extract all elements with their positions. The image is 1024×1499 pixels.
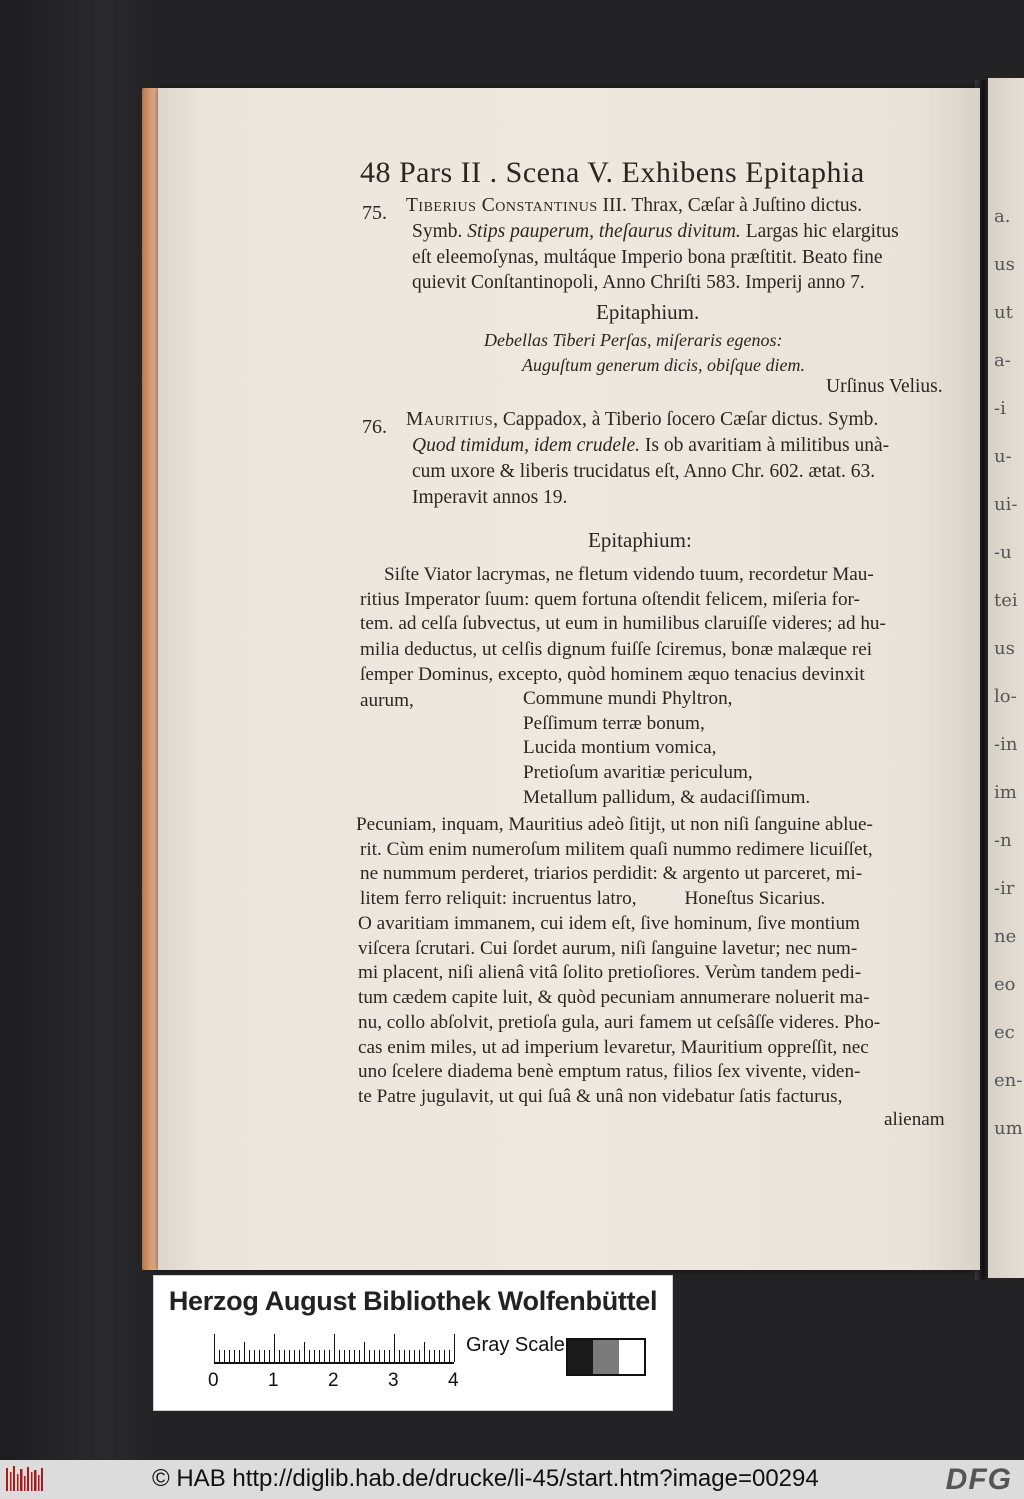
epitaph-title: Epitaphium. xyxy=(596,300,700,324)
ruler-tick xyxy=(359,1350,360,1362)
body-line: mi placent, niſi alienâ vitâ ſolito pretioſiores. Verùm tandem pedi- xyxy=(358,962,862,983)
ruler-tick xyxy=(414,1350,415,1362)
ruler-tick xyxy=(239,1350,240,1362)
next-page-fragment: tei xyxy=(994,590,1018,611)
ruler-tick xyxy=(344,1350,345,1362)
ruler-tick xyxy=(379,1350,380,1362)
next-page-fragment: -i xyxy=(994,398,1006,419)
entry-name: Mauritius xyxy=(406,409,494,430)
ruler-tick xyxy=(324,1350,325,1362)
entry-line xyxy=(412,434,889,458)
ruler-tick xyxy=(349,1350,350,1362)
body-line: aurum, xyxy=(360,690,414,711)
body-line: O avaritiam immanem, cui idem eſt, ſive hominum, ſive montium xyxy=(358,913,860,934)
ruler-tick xyxy=(364,1342,365,1362)
ruler-tick xyxy=(399,1350,400,1362)
library-card xyxy=(153,1275,673,1411)
footer-bar xyxy=(0,1460,1024,1499)
entry-text: III. Thrax, Cæſar à Juſtino dictus. xyxy=(597,195,863,216)
body-line: te Patre jugulavit, ut qui ſuâ & unâ non videbatur ſatis facturus, xyxy=(358,1086,843,1107)
ruler-tick xyxy=(234,1350,235,1362)
next-page-fragment: -ir xyxy=(994,878,1015,899)
body-line: rit. Cùm enim numeroſum militem quaſi nummo redimere licuiſſet, xyxy=(360,839,873,860)
copyright-url[interactable]: © HAB http://diglib.hab.de/drucke/li-45/start.htm?image=00294 xyxy=(152,1465,819,1492)
list-text: Commune mundi Phyltron, xyxy=(523,688,733,709)
entry-line xyxy=(406,194,862,218)
ruler-tick xyxy=(309,1350,310,1362)
ruler-tick xyxy=(289,1350,290,1362)
next-page-fragment: us xyxy=(994,254,1015,275)
ruler-tick xyxy=(319,1350,320,1362)
verse-line: Auguſtum generum dicis, obiſque diem. xyxy=(522,355,805,375)
ruler-tick xyxy=(274,1334,275,1362)
ruler-tick xyxy=(284,1350,285,1362)
entry-line: Imperavit annos 19. xyxy=(412,487,568,508)
symbol-text: Quod timidum, idem crudele. xyxy=(412,435,641,456)
body-line: ne nummum perderet, triarios perdidit: & argento ut parceret, mi- xyxy=(360,863,863,884)
swatch-white xyxy=(619,1340,644,1374)
entry-line: eſt eleemoſynas, multáque Imperio bona præſtitit. Beato fine xyxy=(412,247,883,268)
ruler-tick xyxy=(454,1334,455,1362)
ruler-tick xyxy=(354,1350,355,1362)
ruler-tick xyxy=(244,1342,245,1362)
body-line: nu, collo abſolvit, pretioſa gula, auri famem ut ceſsâſſe videres. Pho- xyxy=(358,1012,881,1033)
body-line: ritius Imperator ſuum: quem fortuna oſtendit felicem, miſeria for- xyxy=(360,589,860,610)
gray-scale-swatches xyxy=(566,1338,646,1376)
next-page-fragment: us xyxy=(994,638,1015,659)
ruler-label: 3 xyxy=(388,1370,399,1391)
ruler-tick xyxy=(229,1350,230,1362)
entry-line: cum uxore & liberis trucidatus eſt, Anno Chr. 602. ætat. 63. xyxy=(412,461,876,482)
ruler-tick xyxy=(314,1350,315,1362)
ruler-tick xyxy=(214,1334,215,1362)
ruler-tick xyxy=(264,1350,265,1362)
next-page-strip xyxy=(988,78,1024,1278)
entry-line xyxy=(412,220,899,244)
body-line: tem. ad celſa ſubvectus, ut eum in humilibus claruiſſe videres; ad hu- xyxy=(360,613,886,634)
swatch-black xyxy=(568,1340,593,1374)
ruler-tick xyxy=(439,1350,440,1362)
verse-line: Debellas Tiberi Perſas, miſeraris egenos: xyxy=(484,330,783,350)
body-line: Pecuniam, inquam, Mauritius adeò ſitijt, ut non niſi ſanguine ablue- xyxy=(356,814,873,835)
body-line: cas enim miles, ut ad imperium levaretur, Mauritium oppreſſit, nec xyxy=(358,1037,869,1058)
ruler-tick xyxy=(304,1342,305,1362)
scale-ruler xyxy=(214,1332,454,1364)
swatch-gray xyxy=(593,1340,618,1374)
ruler-label: 0 xyxy=(208,1370,219,1391)
next-page-fragment: en- xyxy=(994,1070,1023,1091)
body-line: litem ferro reliquit: incruentus latro, Honeſtus Sicarius. xyxy=(360,888,826,909)
ruler-tick xyxy=(434,1350,435,1362)
next-page-fragment: um xyxy=(994,1118,1023,1139)
entry-line: quievit Conſtantinopoli, Anno Chriſti 583. Imperij anno 7. xyxy=(412,272,865,293)
ruler-tick xyxy=(299,1350,300,1362)
ruler-tick xyxy=(219,1350,220,1362)
ruler-tick xyxy=(254,1350,255,1362)
ruler-tick xyxy=(224,1350,225,1362)
ruler-tick xyxy=(329,1350,330,1362)
ruler-tick xyxy=(334,1334,335,1362)
ruler-tick xyxy=(369,1350,370,1362)
next-page-fragment: a. xyxy=(994,206,1011,227)
author-name: Urſinus Velius. xyxy=(826,376,943,397)
body-line: uno ſcelere diadema benè emptum ratus, filios ſex vivente, viden- xyxy=(358,1061,861,1082)
ruler-tick xyxy=(294,1350,295,1362)
next-page-fragment: ne xyxy=(994,926,1017,947)
ruler-tick xyxy=(249,1350,250,1362)
next-page-fragment: ui- xyxy=(994,494,1018,515)
symbol-text: Stips pauperum, theſaurus divitum. xyxy=(467,221,741,242)
gray-scale-label: Gray Scale xyxy=(466,1334,565,1356)
ruler-tick xyxy=(269,1350,270,1362)
backdrop xyxy=(0,0,150,1460)
ruler-label: 1 xyxy=(268,1370,279,1391)
list-line: Metallum pallidum, & audaciſſimum. xyxy=(523,787,811,808)
next-page-fragment: im xyxy=(994,782,1017,803)
page-header: 48 Pars II . Scena V. Exhibens Epitaphia xyxy=(360,156,865,189)
entry-line xyxy=(406,408,878,432)
ruler-tick xyxy=(259,1350,260,1362)
ruler-tick xyxy=(279,1350,280,1362)
list-line: Lucida montium vomica, xyxy=(523,737,717,758)
next-page-fragment: ut xyxy=(994,302,1013,323)
ruler-tick xyxy=(384,1350,385,1362)
ruler-tick xyxy=(419,1350,420,1362)
body-line: Siſte Viator lacrymas, ne fletum videndo tuum, recordetur Mau- xyxy=(384,564,874,585)
entry-text: , Cappadox, à Tiberio ſocero Cæſar dictus. Symb. xyxy=(493,409,879,430)
ruler-tick xyxy=(409,1350,410,1362)
next-page-fragment: u- xyxy=(994,446,1012,467)
next-page-fragment: -n xyxy=(994,830,1012,851)
ruler-tick xyxy=(429,1350,430,1362)
next-page-fragment: a- xyxy=(994,350,1011,371)
catchword: alienam xyxy=(884,1109,945,1130)
ruler-label: 4 xyxy=(448,1370,459,1391)
entry-name: Tiberius Constantinus xyxy=(406,195,598,216)
entry-number: 75. xyxy=(362,202,387,224)
ruler-tick xyxy=(339,1350,340,1362)
next-page-fragment: ec xyxy=(994,1022,1015,1043)
list-line xyxy=(523,687,732,711)
ruler-tick xyxy=(449,1350,450,1362)
body-line: viſcera ſcrutari. Cui ſordet aurum, niſi ſanguine lavetur; nec num- xyxy=(358,938,858,959)
entry-text: Is ob avaritiam à militibus unà- xyxy=(640,435,890,456)
ruler-tick xyxy=(424,1342,425,1362)
list-line: Pretioſum avaritiæ periculum, xyxy=(523,762,753,783)
body-line: milia deductus, ut celſis dignum fuiſſe ſciremus, bonæ malæque rei xyxy=(360,639,873,660)
epitaph-title: Epitaphium: xyxy=(588,528,692,552)
hab-barcode-icon xyxy=(6,1466,46,1493)
ruler-tick xyxy=(389,1350,390,1362)
next-page-fragment: -in xyxy=(994,734,1018,755)
list-line: Peſſimum terræ bonum, xyxy=(523,713,705,734)
entry-number: 76. xyxy=(362,416,387,438)
ruler-tick xyxy=(404,1350,405,1362)
next-page-fragment: lo- xyxy=(994,686,1017,707)
ruler-tick xyxy=(394,1334,395,1362)
body-line: ſemper Dominus, excepto, quòd hominem æquo tenacius devinxit xyxy=(360,664,865,685)
ruler-label: 2 xyxy=(328,1370,339,1391)
dfg-logo: DFG xyxy=(945,1463,1012,1496)
body-line: tum cædem capite luit, & quòd pecuniam annumerare noluerit ma- xyxy=(358,987,870,1008)
next-page-fragment: eo xyxy=(994,974,1016,995)
entry-text: Symb. xyxy=(412,221,468,242)
entry-text: Largas hic elargitus xyxy=(740,221,899,242)
ruler-tick xyxy=(444,1350,445,1362)
library-name: Herzog August Bibliothek Wolfenbüttel xyxy=(168,1286,658,1316)
next-page-fragment: -u xyxy=(994,542,1012,563)
ruler-tick xyxy=(374,1350,375,1362)
